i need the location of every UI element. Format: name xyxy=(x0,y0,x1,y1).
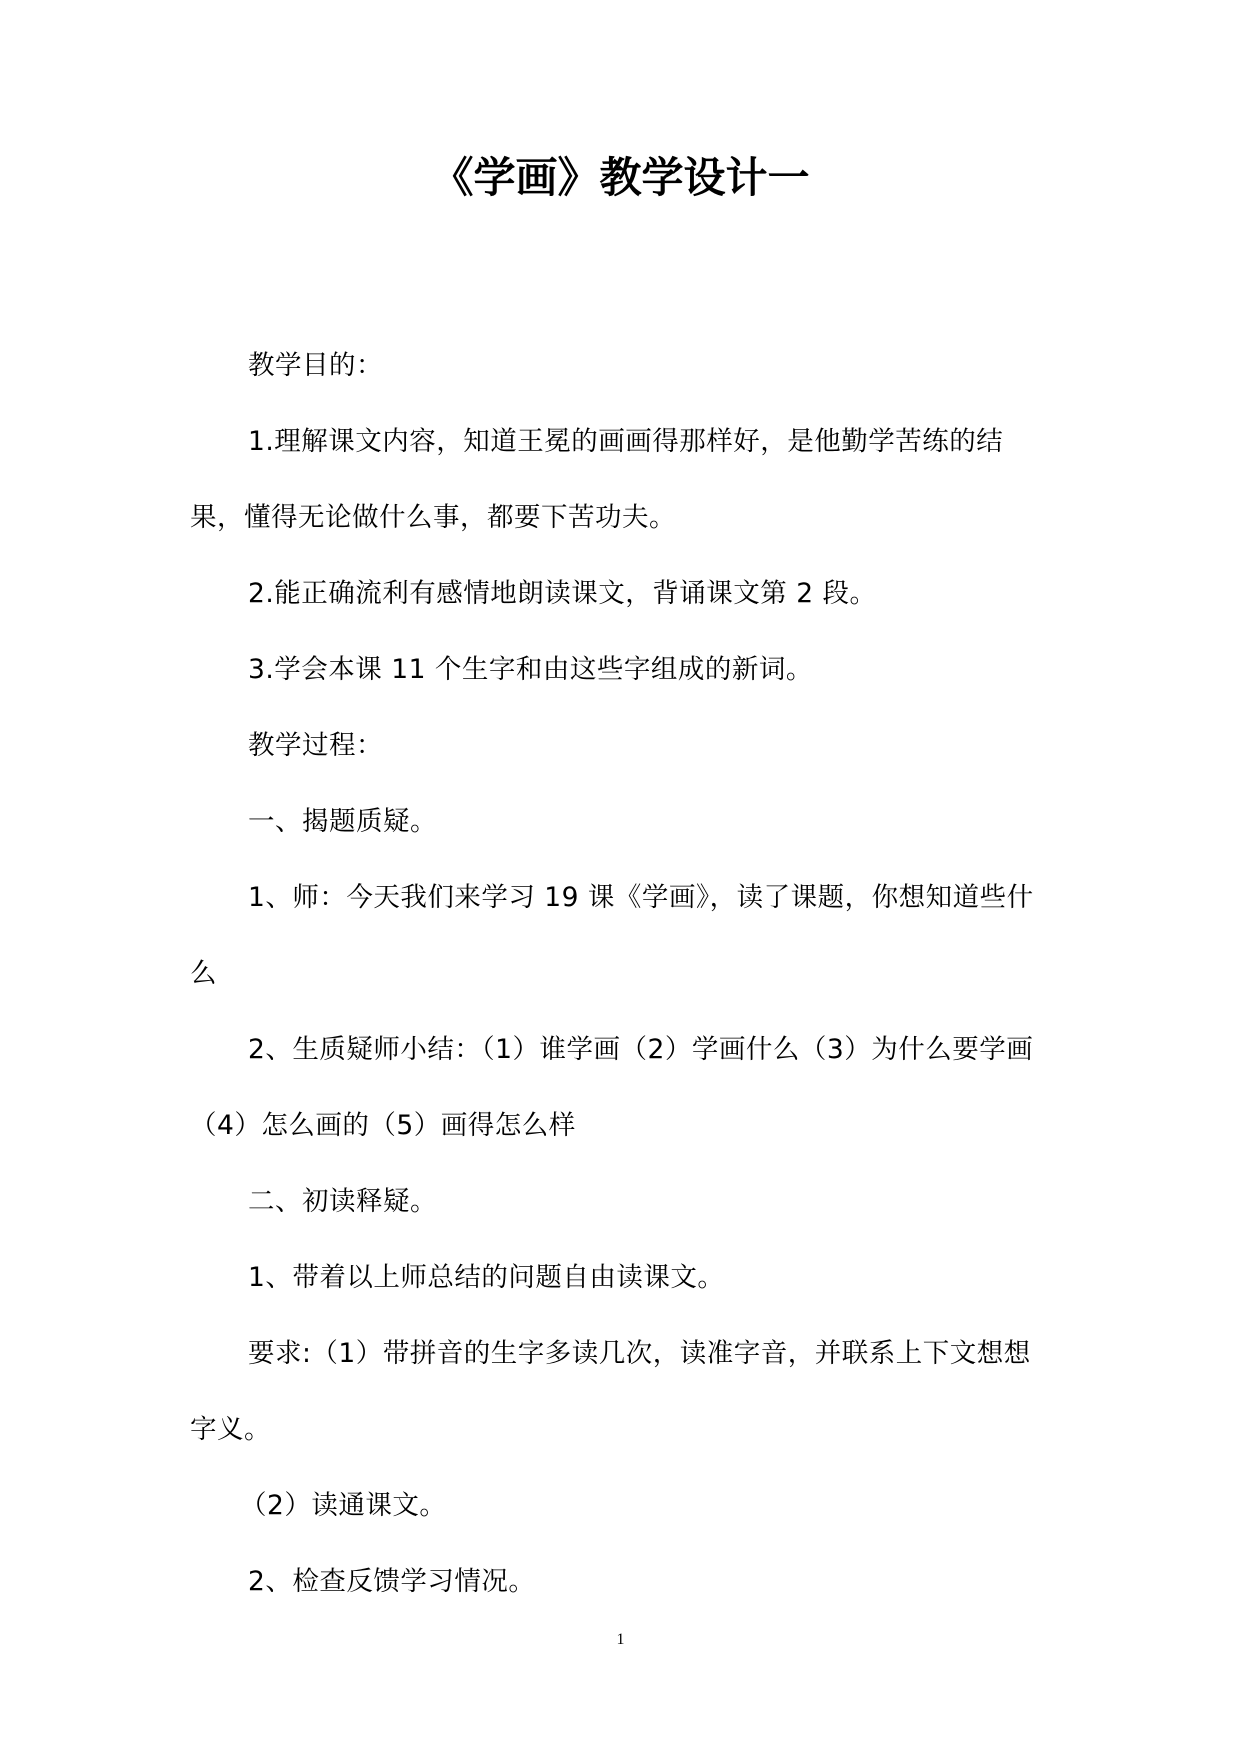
document-body xyxy=(190,328,1052,1620)
paragraph-section-2-item-2: 2、检查反馈学习情况。 xyxy=(248,1566,536,1597)
paragraph-process-heading: 教学过程： xyxy=(248,730,383,761)
paragraph-requirement-2: （2）读通课文。 xyxy=(240,1490,447,1521)
paragraph-section-1-heading: 一、揭题质疑。 xyxy=(248,806,437,837)
paragraph-objectives-heading: 教学目的： xyxy=(248,350,383,381)
paragraph-objective-2: 2.能正确流利有感情地朗读课文，背诵课文第 2 段。 xyxy=(248,578,877,609)
paragraph-requirements: 要求:（1）带拼音的生字多读几次，读准字音，并联系上下文想想字义。 xyxy=(190,1338,1031,1445)
page-title: 《学画》教学设计一 xyxy=(431,153,810,202)
paragraph-section-1-item-1: 1、师：今天我们来学习 19 课《学画》，读了课题，你想知道些什么 xyxy=(190,882,1034,989)
paragraph-section-1-item-2: 2、生质疑师小结：（1）谁学画（2）学画什么（3）为什么要学画（4）怎么画的（5）画得怎么样 xyxy=(190,1034,1034,1141)
page-number: 1 xyxy=(616,1631,625,1648)
paragraph-objective-3: 3.学会本课 11 个生字和由这些字组成的新词。 xyxy=(248,654,813,685)
paragraph-objective-1: 1.理解课文内容，知道王冕的画画得那样好，是他勤学苦练的结果，懂得无论做什么事，都要下苦功夫。 xyxy=(190,426,1004,533)
paragraph-section-2-item-1: 1、带着以上师总结的问题自由读课文。 xyxy=(248,1262,725,1293)
paragraph-section-2-heading: 二、初读释疑。 xyxy=(248,1186,437,1217)
